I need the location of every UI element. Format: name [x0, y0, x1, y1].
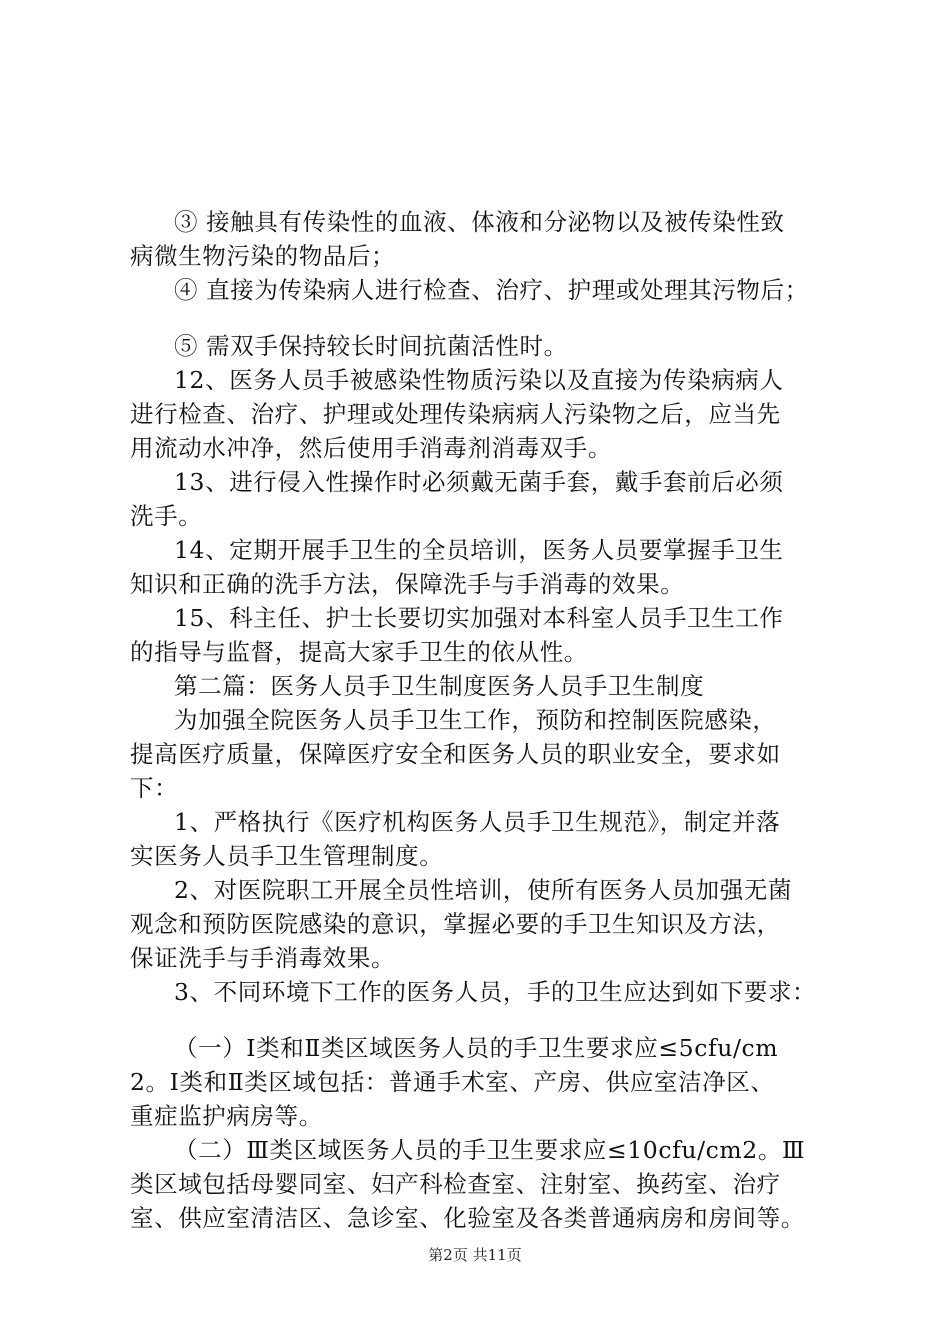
text-line: 的指导与监督，提高大家手卫生的依从性。	[130, 638, 588, 666]
text-line: 12、医务人员手被感染性物质污染以及直接为传染病病人	[174, 366, 784, 394]
text-line: 观念和预防医院感染的意识，掌握必要的手卫生知识及方法，	[130, 910, 781, 938]
text-line: 洗手。	[130, 502, 203, 530]
text-line: ③ 接触具有传染性的血液、体液和分泌物以及被传染性致	[174, 208, 785, 236]
text-line: 室、供应室清洁区、急诊室、化验室及各类普通病房和房间等。	[130, 1204, 805, 1232]
text-line: 进行检查、治疗、护理或处理传染病病人污染物之后，应当先	[130, 400, 781, 428]
text-line: 2。Ⅰ类和Ⅱ类区域包括：普通手术室、产房、供应室洁净区、	[130, 1068, 775, 1096]
text-line: 15、科主任、护士长要切实加强对本科室人员手卫生工作	[174, 604, 784, 632]
text-line: 3、不同环境下工作的医务人员，手的卫生应达到如下要求：	[174, 978, 817, 1006]
text-line: 为加强全院医务人员手卫生工作，预防和控制医院感染，	[174, 706, 777, 734]
text-line: 用流动水冲净，然后使用手消毒剂消毒双手。	[130, 434, 612, 462]
text-line: 14、定期开展手卫生的全员培训，医务人员要掌握手卫生	[174, 536, 784, 564]
section-heading: 第二篇：医务人员手卫生制度医务人员手卫生制度	[174, 672, 705, 700]
text-line: （二）Ⅲ类区域医务人员的手卫生要求应≤10cfu/cm2。Ⅲ	[174, 1136, 806, 1164]
text-line: 病微生物污染的物品后；	[130, 242, 396, 270]
text-line: 提高医疗质量，保障医疗安全和医务人员的职业安全，要求如	[130, 740, 781, 768]
text-line: 2、对医院职工开展全员性培训，使所有医务人员加强无菌	[174, 876, 793, 904]
text-line: 13、进行侵入性操作时必须戴无菌手套，戴手套前后必须	[174, 468, 784, 496]
text-line: 重症监护病房等。	[130, 1102, 323, 1130]
page-number-footer: 第2页 共11页	[428, 1246, 522, 1264]
text-line: 保证洗手与手消毒效果。	[130, 944, 396, 972]
text-line: 类区域包括母婴同室、妇产科检查室、注射室、换药室、治疗	[130, 1170, 781, 1198]
text-line: 实医务人员手卫生管理制度。	[130, 842, 444, 870]
text-line: ④ 直接为传染病人进行检查、治疗、护理或处理其污物后；	[174, 276, 809, 304]
text-line: （一）Ⅰ类和Ⅱ类区域医务人员的手卫生要求应≤5cfu/cm	[174, 1034, 779, 1062]
text-line: ⑤ 需双手保持较长时间抗菌活性时。	[174, 332, 568, 360]
text-line: 知识和正确的洗手方法，保障洗手与手消毒的效果。	[130, 570, 685, 598]
text-line: 下：	[130, 774, 179, 802]
text-line: 1、严格执行《医疗机构医务人员手卫生规范》，制定并落	[174, 808, 781, 836]
